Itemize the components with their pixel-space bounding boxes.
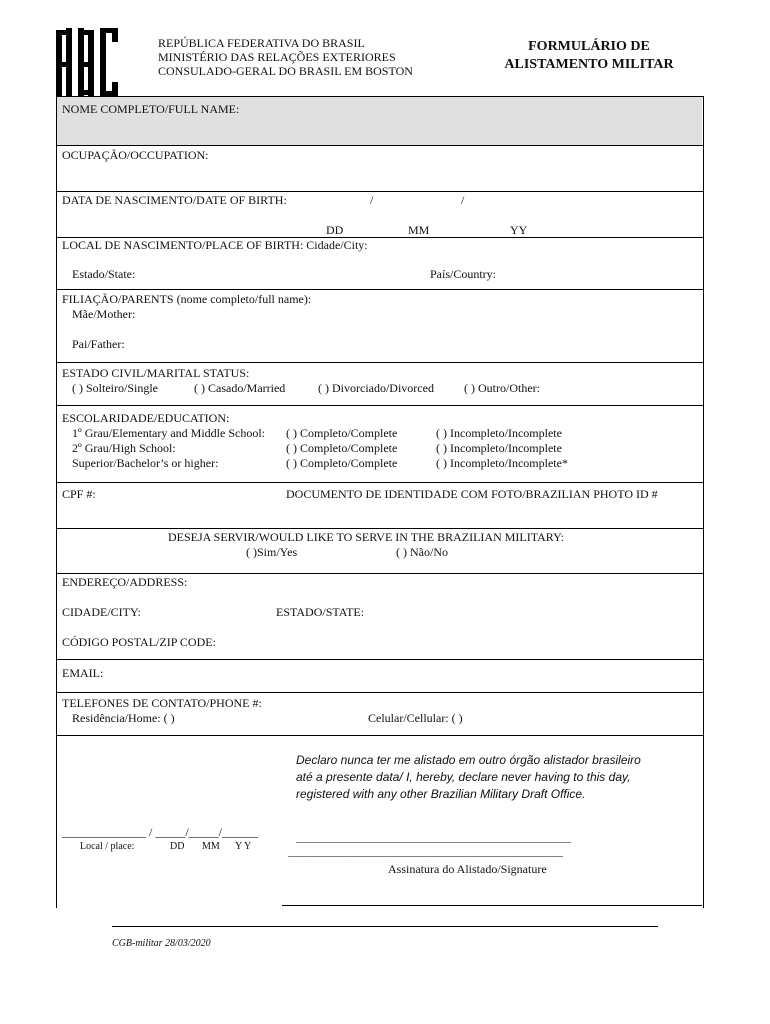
edu-superior-label: Superior/Bachelor’s or higher: [72, 456, 219, 470]
sig-mm-label: MM [202, 841, 220, 852]
serve-question: DESEJA SERVIR/WOULD LIKE TO SERVE IN THE BRAZILIAN MILITARY: [168, 530, 564, 544]
phones-label: TELEFONES DE CONTATO/PHONE #: [62, 696, 262, 710]
home-phone-label: Residência/Home: ( ) [72, 711, 175, 725]
cpf-label: CPF #: [62, 487, 96, 501]
occupation-label: OCUPAÇÃO/OCCUPATION: [62, 148, 209, 162]
issuer-block [158, 36, 413, 78]
dob-label: DATA DE NASCIMENTO/DATE OF BIRTH: [62, 193, 287, 207]
divider [56, 405, 704, 406]
issuer-line: CONSULADO-GERAL DO BRASIL EM BOSTON [158, 64, 413, 78]
consulate-logo [56, 28, 120, 98]
form-title-line: FORMULÁRIO DE [528, 39, 650, 54]
edu-elementary-label: 1º Grau/Elementary and Middle School: [72, 426, 266, 440]
issuer-line: MINISTÉRIO DAS RELAÇÕES EXTERIORES [158, 50, 396, 64]
divider [56, 289, 704, 290]
divider [56, 528, 704, 529]
signature-line[interactable]: _______________________________________________________ [296, 833, 571, 844]
address-label: ENDEREÇO/ADDRESS: [62, 575, 188, 589]
marital-married-option[interactable]: ( ) Casado/Married [194, 381, 286, 395]
footer-rule [112, 926, 658, 927]
address-state-label: ESTADO/STATE: [276, 605, 365, 619]
edu-highschool-incomplete[interactable]: ( ) Incompleto/Incomplete [436, 441, 562, 455]
sig-yy-label: Y Y [235, 841, 252, 852]
marital-other-option[interactable]: ( ) Outro/Other: [464, 381, 540, 395]
city-label: CIDADE/CITY: [62, 605, 141, 619]
full-name-label: NOME COMPLETO/FULL NAME: [62, 102, 240, 116]
signature-label: Assinatura do Alistado/Signature [388, 862, 547, 876]
zip-label: CÓDIGO POSTAL/ZIP CODE: [62, 635, 216, 649]
email-label: EMAIL: [62, 666, 104, 680]
divider [282, 905, 702, 906]
serve-no-option[interactable]: ( ) Não/No [396, 545, 448, 559]
parents-label: FILIAÇÃO/PARENTS (nome completo/full name): [62, 292, 312, 306]
serve-yes-option[interactable]: ( )Sim/Yes [246, 545, 298, 559]
photo-id-label: DOCUMENTO DE IDENTIDADE COM FOTO/BRAZILIAN PHOTO ID # [286, 487, 658, 501]
edu-highschool-complete[interactable]: ( ) Completo/Complete [286, 441, 398, 455]
divider [56, 362, 704, 363]
dob-mm-label: MM [408, 223, 430, 237]
dob-slash: / [370, 193, 374, 207]
divider [56, 735, 704, 736]
dob-yy-label: YY [510, 223, 528, 237]
divider [56, 659, 704, 660]
form-version: CGB-militar 28/03/2020 [112, 938, 211, 949]
cell-phone-label: Celular/Cellular: ( ) [368, 711, 463, 725]
edu-superior-incomplete[interactable]: ( ) Incompleto/Incomplete* [436, 456, 568, 470]
sig-dd-label: DD [170, 841, 185, 852]
divider [56, 482, 704, 483]
divider [56, 145, 704, 146]
declaration-line: até a presente data/ I, hereby, declare never having to this day, [296, 770, 631, 784]
father-label: Pai/Father: [72, 337, 125, 351]
issuer-line: REPÚBLICA FEDERATIVA DO BRASIL [158, 36, 365, 50]
dob-dd-label: DD [326, 223, 344, 237]
pob-label: LOCAL DE NASCIMENTO/PLACE OF BIRTH: Cidade/City: [62, 238, 368, 252]
declaration-line: registered with any other Brazilian Military Draft Office. [296, 787, 586, 801]
dob-slash: / [461, 193, 465, 207]
state-label: Estado/State: [72, 267, 136, 281]
form-title [478, 38, 700, 74]
signature-line[interactable]: _______________________________________________________ [288, 847, 563, 858]
divider [56, 573, 704, 574]
form-title-line: ALISTAMENTO MILITAR [504, 57, 674, 72]
country-label: País/Country: [430, 267, 497, 281]
marital-single-option[interactable]: ( ) Solteiro/Single [72, 381, 158, 395]
declaration-line: Declaro nunca ter me alistado em outro órgão alistador brasileiro [296, 753, 641, 767]
marital-divorced-option[interactable]: ( ) Divorciado/Divorced [318, 381, 434, 395]
declaration-text [296, 752, 686, 803]
date-place-line[interactable]: ______________ / _____/_____/______ [62, 825, 259, 839]
education-label: ESCOLARIDADE/EDUCATION: [62, 411, 230, 425]
divider [56, 191, 704, 192]
edu-superior-complete[interactable]: ( ) Completo/Complete [286, 456, 398, 470]
place-label: Local / place: [80, 841, 135, 852]
edu-elementary-complete[interactable]: ( ) Completo/Complete [286, 426, 398, 440]
mother-label: Mãe/Mother: [72, 307, 136, 321]
edu-highschool-label: 2º Grau/High School: [72, 441, 176, 455]
edu-elementary-incomplete[interactable]: ( ) Incompleto/Incomplete [436, 426, 562, 440]
divider [56, 692, 704, 693]
marital-label: ESTADO CIVIL/MARITAL STATUS: [62, 366, 250, 380]
